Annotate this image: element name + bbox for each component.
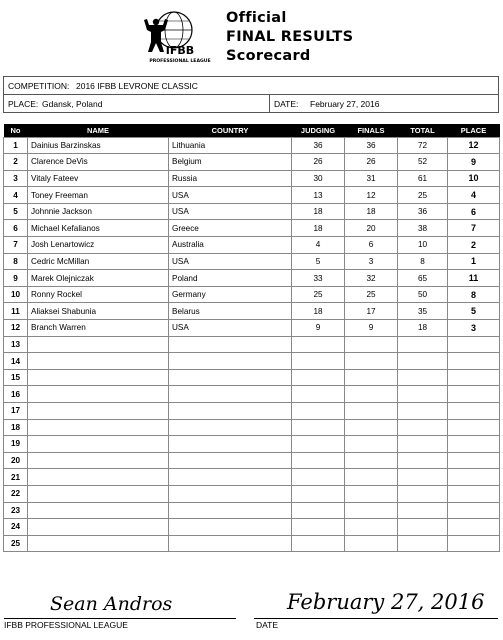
cell-name	[28, 353, 169, 370]
cell-no: 25	[4, 535, 28, 552]
cell-no: 23	[4, 502, 28, 519]
cell-place: 6	[448, 203, 500, 220]
cell-place: 7	[448, 220, 500, 237]
cell-place: 5	[448, 303, 500, 320]
cell-finals	[345, 353, 398, 370]
info-divider	[269, 95, 270, 112]
place-label: PLACE:	[8, 99, 39, 109]
cell-no: 16	[4, 386, 28, 403]
cell-finals	[345, 519, 398, 536]
table-row	[4, 519, 500, 536]
cell-country: Belarus	[169, 303, 292, 320]
competition-label: COMPETITION:	[8, 81, 70, 91]
cell-place	[448, 519, 500, 536]
table-row	[4, 336, 500, 353]
cell-name	[28, 485, 169, 502]
competition-value: 2016 IFBB LEVRONE CLASSIC	[76, 81, 198, 91]
title-line-3: Scorecard	[226, 48, 311, 64]
cell-country	[169, 436, 292, 453]
table-row	[4, 369, 500, 386]
cell-finals	[345, 485, 398, 502]
cell-total: 25	[398, 187, 448, 204]
cell-total	[398, 452, 448, 469]
cell-place: 3	[448, 320, 500, 337]
place-value: Gdansk, Poland	[42, 99, 103, 109]
cell-name: Johnnie Jackson	[28, 203, 169, 220]
cell-country	[169, 419, 292, 436]
table-row	[4, 436, 500, 453]
cell-place	[448, 502, 500, 519]
table-row	[4, 452, 500, 469]
cell-name	[28, 502, 169, 519]
cell-no: 1	[4, 137, 28, 154]
cell-country: USA	[169, 253, 292, 270]
table-row	[4, 253, 500, 270]
cell-total	[398, 336, 448, 353]
place-date-row	[4, 95, 498, 112]
cell-finals: 32	[345, 270, 398, 287]
cell-judging	[292, 419, 345, 436]
cell-name	[28, 419, 169, 436]
cell-country: Germany	[169, 286, 292, 303]
cell-judging: 25	[292, 286, 345, 303]
table-row	[4, 485, 500, 502]
cell-country: USA	[169, 203, 292, 220]
cell-no: 9	[4, 270, 28, 287]
header-total: TOTAL	[398, 124, 448, 137]
cell-judging	[292, 452, 345, 469]
cell-place	[448, 353, 500, 370]
cell-judging	[292, 369, 345, 386]
header-judging: JUDGING	[292, 124, 345, 137]
table-row	[4, 535, 500, 552]
header-name: NAME	[28, 124, 169, 137]
cell-name: Michael Kefalianos	[28, 220, 169, 237]
table-row	[4, 502, 500, 519]
title-line-1: Official	[226, 10, 287, 26]
cell-country	[169, 502, 292, 519]
cell-judging: 13	[292, 187, 345, 204]
cell-finals	[345, 469, 398, 486]
cell-place: 2	[448, 237, 500, 254]
cell-finals: 20	[345, 220, 398, 237]
cell-no: 22	[4, 485, 28, 502]
cell-finals: 9	[345, 320, 398, 337]
cell-total	[398, 353, 448, 370]
cell-total	[398, 469, 448, 486]
competition-info	[3, 76, 499, 113]
cell-total	[398, 436, 448, 453]
cell-place	[448, 386, 500, 403]
date-value: February 27, 2016	[310, 99, 380, 109]
cell-total: 72	[398, 137, 448, 154]
cell-place	[448, 336, 500, 353]
cell-finals	[345, 386, 398, 403]
cell-place	[448, 436, 500, 453]
cell-name	[28, 336, 169, 353]
results-table	[3, 124, 500, 552]
table-row	[4, 154, 500, 171]
cell-judging: 36	[292, 137, 345, 154]
cell-judging	[292, 386, 345, 403]
cell-country: Russia	[169, 170, 292, 187]
table-row	[4, 270, 500, 287]
cell-name	[28, 369, 169, 386]
cell-finals: 3	[345, 253, 398, 270]
cell-country: USA	[169, 320, 292, 337]
cell-no: 5	[4, 203, 28, 220]
cell-no: 7	[4, 237, 28, 254]
table-row	[4, 286, 500, 303]
table-row	[4, 386, 500, 403]
cell-no: 12	[4, 320, 28, 337]
cell-total	[398, 519, 448, 536]
cell-country: Lithuania	[169, 137, 292, 154]
cell-no: 18	[4, 419, 28, 436]
cell-country	[169, 452, 292, 469]
header	[0, 0, 503, 70]
cell-judging	[292, 353, 345, 370]
results-body	[4, 137, 500, 552]
cell-judging: 33	[292, 270, 345, 287]
cell-place: 1	[448, 253, 500, 270]
cell-total: 36	[398, 203, 448, 220]
cell-no: 10	[4, 286, 28, 303]
cell-no: 20	[4, 452, 28, 469]
table-row	[4, 187, 500, 204]
cell-place: 12	[448, 137, 500, 154]
cell-place	[448, 485, 500, 502]
handwritten-date: February 27, 2016	[287, 590, 485, 614]
cell-place: 4	[448, 187, 500, 204]
cell-place: 10	[448, 170, 500, 187]
cell-judging	[292, 519, 345, 536]
cell-no: 13	[4, 336, 28, 353]
cell-country	[169, 403, 292, 420]
cell-judging: 9	[292, 320, 345, 337]
signature-label: IFBB PROFESSIONAL LEAGUE	[4, 620, 128, 630]
table-row	[4, 237, 500, 254]
cell-finals	[345, 502, 398, 519]
cell-no: 17	[4, 403, 28, 420]
cell-no: 4	[4, 187, 28, 204]
cell-place: 8	[448, 286, 500, 303]
cell-total: 8	[398, 253, 448, 270]
cell-name	[28, 386, 169, 403]
cell-country	[169, 336, 292, 353]
cell-place: 11	[448, 270, 500, 287]
cell-name: Cedric McMillan	[28, 253, 169, 270]
cell-name: Aliaksei Shabunia	[28, 303, 169, 320]
cell-total: 38	[398, 220, 448, 237]
cell-judging	[292, 485, 345, 502]
logo-text-top: IFBB	[165, 44, 195, 57]
date-line	[254, 618, 498, 619]
table-row	[4, 320, 500, 337]
table-row	[4, 303, 500, 320]
cell-place	[448, 403, 500, 420]
cell-name: Clarence DeVis	[28, 154, 169, 171]
cell-finals	[345, 535, 398, 552]
cell-total: 18	[398, 320, 448, 337]
table-row	[4, 469, 500, 486]
cell-total: 50	[398, 286, 448, 303]
cell-country: Australia	[169, 237, 292, 254]
cell-name: Marek Olejniczak	[28, 270, 169, 287]
cell-finals	[345, 452, 398, 469]
cell-total: 65	[398, 270, 448, 287]
cell-place	[448, 419, 500, 436]
cell-no: 21	[4, 469, 28, 486]
table-row	[4, 353, 500, 370]
cell-judging: 30	[292, 170, 345, 187]
table-row	[4, 419, 500, 436]
cell-country: Poland	[169, 270, 292, 287]
cell-finals: 26	[345, 154, 398, 171]
cell-country: Belgium	[169, 154, 292, 171]
cell-name: Ronny Rockel	[28, 286, 169, 303]
cell-total	[398, 403, 448, 420]
cell-judging: 5	[292, 253, 345, 270]
date-label: DATE:	[274, 99, 299, 109]
header-finals: FINALS	[345, 124, 398, 137]
cell-judging: 18	[292, 303, 345, 320]
cell-no: 19	[4, 436, 28, 453]
cell-finals: 18	[345, 203, 398, 220]
ifbb-bodybuilder-logo-icon	[140, 6, 222, 66]
cell-name	[28, 535, 169, 552]
cell-country	[169, 519, 292, 536]
cell-no: 8	[4, 253, 28, 270]
cell-country	[169, 469, 292, 486]
cell-no: 2	[4, 154, 28, 171]
table-header-row	[4, 124, 500, 137]
cell-judging	[292, 535, 345, 552]
cell-country	[169, 485, 292, 502]
cell-judging	[292, 502, 345, 519]
cell-place	[448, 535, 500, 552]
table-row	[4, 403, 500, 420]
cell-finals: 31	[345, 170, 398, 187]
cell-name: Dainius Barzinskas	[28, 137, 169, 154]
cell-name	[28, 436, 169, 453]
cell-name	[28, 403, 169, 420]
cell-finals: 25	[345, 286, 398, 303]
footer-date-label: DATE	[256, 620, 279, 630]
cell-name	[28, 519, 169, 536]
cell-total: 35	[398, 303, 448, 320]
cell-no: 14	[4, 353, 28, 370]
cell-total	[398, 535, 448, 552]
cell-total	[398, 502, 448, 519]
cell-finals: 36	[345, 137, 398, 154]
cell-country	[169, 386, 292, 403]
cell-name	[28, 452, 169, 469]
cell-place: 9	[448, 154, 500, 171]
cell-total	[398, 369, 448, 386]
cell-name: Josh Lenartowicz	[28, 237, 169, 254]
cell-country	[169, 353, 292, 370]
cell-country: Greece	[169, 220, 292, 237]
cell-no: 6	[4, 220, 28, 237]
cell-country: USA	[169, 187, 292, 204]
cell-total	[398, 386, 448, 403]
cell-judging: 26	[292, 154, 345, 171]
cell-judging	[292, 469, 345, 486]
cell-country	[169, 535, 292, 552]
cell-country	[169, 369, 292, 386]
cell-finals	[345, 369, 398, 386]
competition-row	[4, 77, 498, 95]
scorecard-title	[226, 9, 353, 66]
signature-line	[4, 618, 236, 619]
cell-judging: 18	[292, 203, 345, 220]
cell-no: 3	[4, 170, 28, 187]
cell-finals: 6	[345, 237, 398, 254]
cell-judging	[292, 403, 345, 420]
cell-finals: 12	[345, 187, 398, 204]
table-row	[4, 203, 500, 220]
cell-judging: 18	[292, 220, 345, 237]
header-place: PLACE	[448, 124, 500, 137]
header-no: No	[4, 124, 28, 137]
cell-finals	[345, 436, 398, 453]
logo-text-bottom: PROFESSIONAL LEAGUE	[149, 59, 211, 64]
cell-total	[398, 485, 448, 502]
cell-total: 52	[398, 154, 448, 171]
cell-finals	[345, 336, 398, 353]
table-row	[4, 170, 500, 187]
cell-judging	[292, 336, 345, 353]
cell-place	[448, 452, 500, 469]
title-line-2: FINAL RESULTS	[226, 29, 354, 45]
cell-total: 61	[398, 170, 448, 187]
cell-finals: 17	[345, 303, 398, 320]
cell-name: Vitaly Fateev	[28, 170, 169, 187]
table-row	[4, 137, 500, 154]
cell-total: 10	[398, 237, 448, 254]
cell-finals	[345, 403, 398, 420]
table-row	[4, 220, 500, 237]
cell-judging: 4	[292, 237, 345, 254]
cell-judging	[292, 436, 345, 453]
cell-no: 15	[4, 369, 28, 386]
cell-name: Toney Freeman	[28, 187, 169, 204]
cell-place	[448, 469, 500, 486]
header-country: COUNTRY	[169, 124, 292, 137]
signature: Sean Andros	[50, 593, 173, 615]
cell-no: 11	[4, 303, 28, 320]
cell-total	[398, 419, 448, 436]
cell-name: Branch Warren	[28, 320, 169, 337]
cell-place	[448, 369, 500, 386]
cell-no: 24	[4, 519, 28, 536]
cell-finals	[345, 419, 398, 436]
cell-name	[28, 469, 169, 486]
